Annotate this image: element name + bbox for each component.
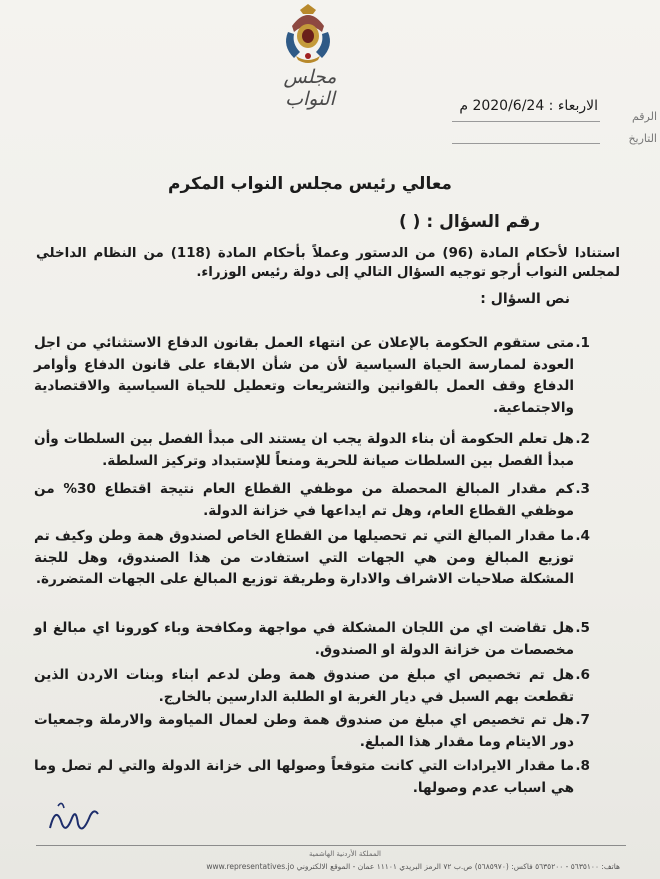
question-item [34, 665, 590, 708]
reference-labels [602, 106, 657, 150]
question-body: ما مقدار المبالغ التي تم تحصيلها من القطاع الخاص لصندوق همة وطن وكيف تم توزيع المبالغ ومن هي الجهات التي استفادت من هذا الصندوق، وهل للجنة المشكلة صلاحيات الاشراف والادارة وطريقة توزيع المبالغ على الجهات المتضررة. [34, 528, 574, 587]
question-index: 7. [575, 712, 590, 728]
question-item [34, 429, 590, 472]
reference-date-label: التاريخ [628, 132, 657, 145]
question-body: كم مقدار المبالغ المحصلة من موظفي القطاع العام نتيجة اقتطاع 30% من موظفي القطاع العام، وهل تم ايداعها في خزانة الدولة. [34, 481, 574, 519]
question-body: هل تم تخصيص اي مبلغ من صندوق همة وطن لعمال المياومة والارملة وجمعيات دور الايتام وما مقدار هذا المبلغ. [34, 712, 574, 750]
question-item [34, 333, 590, 419]
handwritten-signature [44, 794, 104, 840]
intro-paragraph: استنادا لأحكام المادة (96) من الدستور وعملاً بأحكام المادة (118) من النظام الداخلي لمجلس النواب أرجو توجيه السؤال التالي إلى دولة رئيس الوزراء. [36, 246, 620, 280]
question-index: 1. [575, 335, 590, 351]
question-item [34, 526, 590, 591]
question-item [34, 479, 590, 522]
question-item [34, 710, 590, 753]
question-body: ما مقدار الايرادات التي كانت متوقعاً وصولها الى خزانة الدولة والتي لم تصل وما هي اسباب عدم وصولها. [34, 758, 574, 796]
addressee-heading: معالي رئيس مجلس النواب المكرم [168, 174, 452, 194]
question-item [34, 618, 590, 661]
footer-contact: هاتف: ٥٦٣٥١٠٠ - ٥٦٣٥٢٠٠ فاكس: (٥٦٨٥٩٧٠) ص.ب ٧٢ الرمز البريدي ١١١٠١ عمان - الموقع الالكتروني www.representatives.jo [206, 862, 620, 871]
question-item [34, 756, 590, 799]
question-index: 8. [575, 758, 590, 774]
footer-stamp: المملكة الأردنية الهاشمية [308, 850, 382, 858]
date-value: الاربعاء : 2020/6/24 م [459, 98, 598, 114]
jordan-coat-of-arms-icon [278, 2, 338, 66]
question-body: هل تم تخصيص اي مبلغ من صندوق همة وطن لدعم ابناء وبنات الاردن الذين تقطعت بهم السبل في ديار الغربة او الطلبة الدارسين بالخارج. [34, 667, 574, 705]
reference-date-line [452, 143, 600, 144]
footer-divider [36, 845, 626, 846]
question-index: 5. [575, 620, 590, 636]
question-text-label: نص السؤال : [480, 291, 570, 307]
question-index: 6. [575, 667, 590, 683]
reference-number-label: الرقم [631, 110, 657, 123]
question-number: رقم السؤال : ( ) [398, 212, 540, 232]
question-index: 3. [575, 481, 590, 497]
question-body: هل تقاضت اي من اللجان المشكلة في مواجهة ومكافحة وباء كورونا اي مبالغ او مخصصات من خزانة الدولة او الصندوق. [34, 620, 574, 658]
question-index: 2. [575, 431, 590, 447]
question-body: متى ستقوم الحكومة بالإعلان عن انتهاء العمل بقانون الدفاع الاستثنائي من اجل العودة لممارسة الحياة السياسية لأن من شأن الابقاء على قانون الدفاع وأوامر الدفاع وقف العمل بالقوانين والتشريعات وتعطيل للحياة السياسية والاقتصادية والاجتماعية. [34, 335, 574, 416]
reference-number-line [452, 121, 600, 122]
council-name: مجلس النواب [283, 66, 337, 110]
council-logo [270, 66, 350, 110]
question-index: 4. [575, 528, 590, 544]
question-body: هل تعلم الحكومة أن بناء الدولة يجب ان يستند الى مبدأ الفصل بين السلطات وأن مبدأ الفصل بين السلطات صيانة للحرية ومنعاً للإستبداد وتركيز السلطة. [34, 431, 574, 469]
